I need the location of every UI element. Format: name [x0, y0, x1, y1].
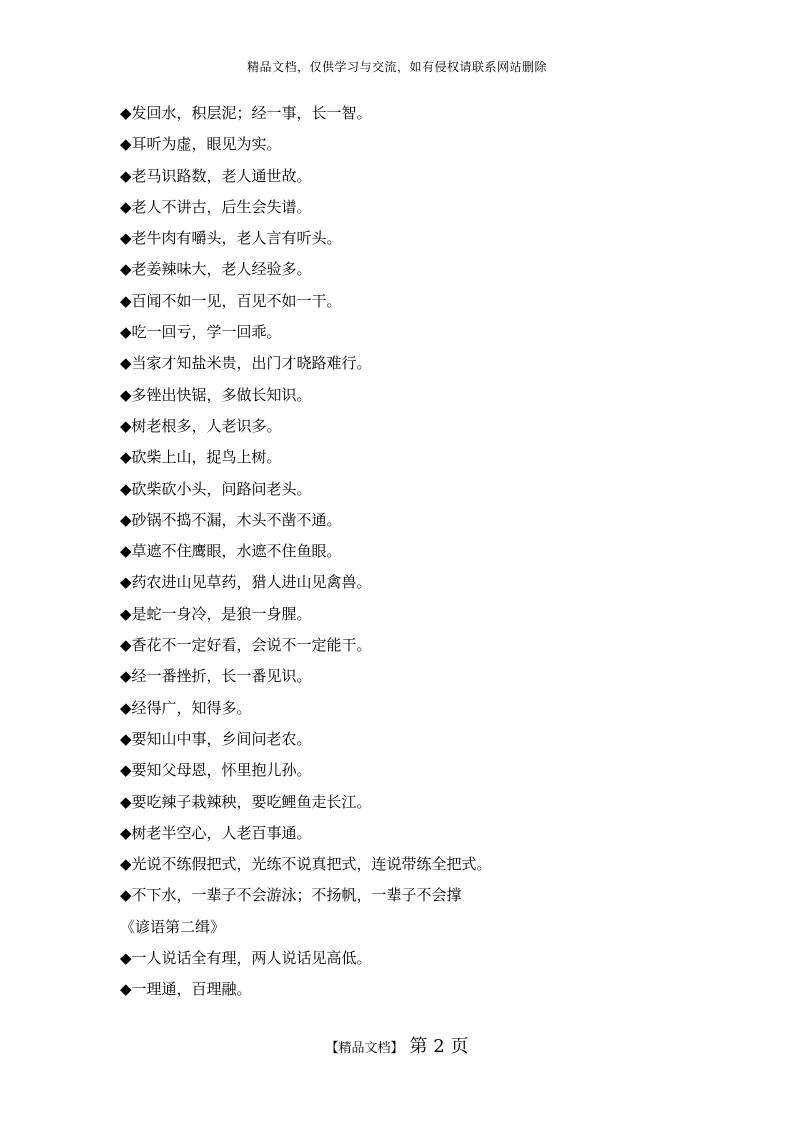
proverb-line: ◆经一番挫折，长一番见识。	[120, 667, 312, 686]
proverb-line: ◆光说不练假把式，光练不说真把式，连说带练全把式。	[120, 855, 492, 874]
proverb-line: ◆一理通，百理融。	[120, 980, 252, 999]
proverb-line: ◆一人说话全有理，两人说话见高低。	[120, 949, 372, 968]
proverb-line: ◆要知父母恩，怀里抱儿孙。	[120, 761, 312, 780]
proverb-line: ◆草遮不住鹰眼，水遮不住鱼眼。	[120, 542, 342, 561]
proverb-line: ◆要吃辣子栽辣秧，要吃鲤鱼走长江。	[120, 792, 372, 811]
proverb-line: ◆老牛肉有嚼头，老人言有听头。	[120, 229, 342, 248]
proverb-line: ◆是蛇一身冷，是狼一身腥。	[120, 604, 312, 623]
proverb-line: ◆砍柴上山，捉鸟上树。	[120, 448, 282, 467]
proverb-line: ◆不下水，一辈子不会游泳；不扬帆，一辈子不会撑	[120, 886, 462, 905]
proverb-line: ◆百闻不如一见，百见不如一干。	[120, 291, 342, 310]
proverb-line: ◆砂锅不捣不漏，木头不凿不通。	[120, 510, 342, 529]
proverb-line: ◆香花不一定好看，会说不一定能干。	[120, 636, 372, 655]
page-footer	[0, 1032, 794, 1058]
proverb-line: ◆树老根多，人老识多。	[120, 416, 282, 435]
proverb-line: ◆砍柴砍小头，问路问老头。	[120, 479, 312, 498]
proverb-line: ◆老马识路数，老人通世故。	[120, 166, 312, 185]
proverb-line: ◆经得广，知得多。	[120, 698, 252, 717]
proverb-line: ◆多锉出快锯，多做长知识。	[120, 385, 312, 404]
header-note: 精品文档，仅供学习与交流，如有侵权请联系网站删除	[246, 60, 547, 74]
footer-label: 【精品文档】	[325, 1041, 404, 1056]
page-number: 第 2 页	[409, 1036, 469, 1057]
proverb-line: ◆要知山中事，乡间问老农。	[120, 729, 312, 748]
proverb-line: ◆吃一回亏，学一回乖。	[120, 323, 282, 342]
proverb-line: ◆耳听为虚，眼见为实。	[120, 135, 282, 154]
proverb-line: ◆发回水，积层泥；经一事，长一智。	[120, 104, 372, 122]
proverb-line: ◆药农进山见草药，猎人进山见禽兽。	[120, 573, 372, 592]
proverb-line: ◆树老半空心，人老百事通。	[120, 823, 312, 842]
proverb-list	[120, 98, 754, 1006]
section-heading: 《谚语第二缉》	[120, 917, 226, 936]
proverb-line: ◆老姜辣味大，老人经验多。	[120, 260, 312, 279]
proverb-line: ◆当家才知盐米贵，出门才晓路难行。	[120, 354, 372, 373]
proverb-line: ◆老人不讲古，后生会失谱。	[120, 197, 312, 216]
